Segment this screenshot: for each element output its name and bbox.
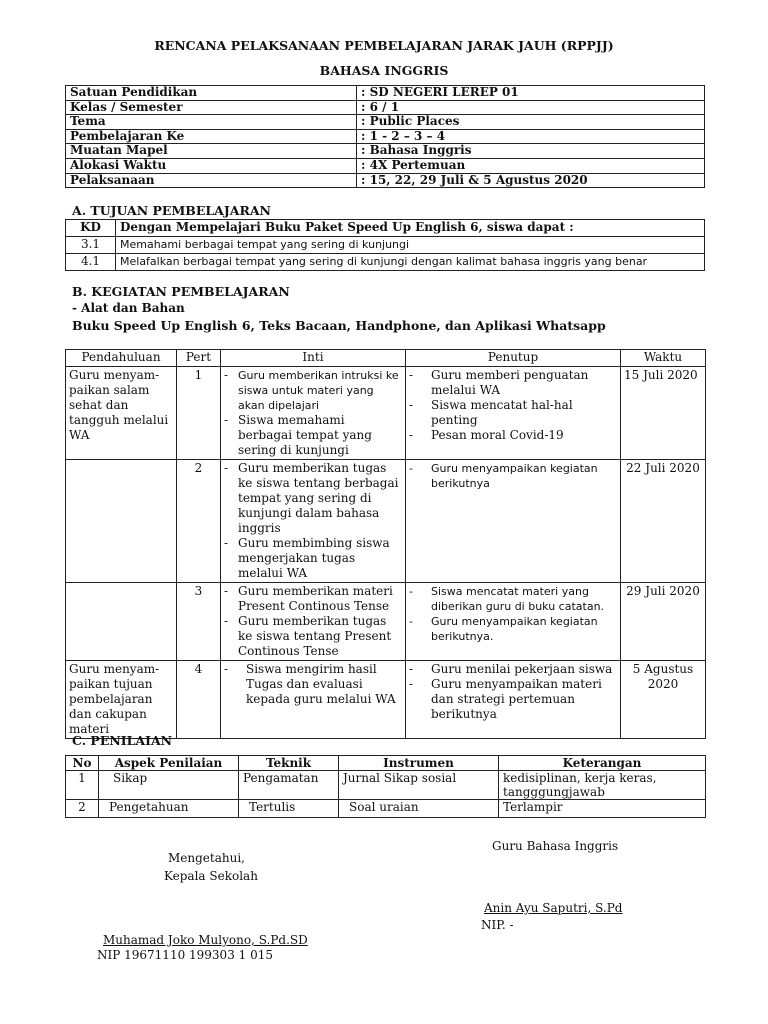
objective-text: Melafalkan berbagai tempat yang sering di kunjungi dengan kalimat bahasa inggris yang benar [116,254,705,271]
tools-label: - Alat dan Bahan [72,301,185,315]
table-row [66,237,705,254]
objective-text: Memahami berbagai tempat yang sering di kunjungi [116,237,705,254]
pert-cell: 1 [177,367,221,460]
info-table [65,85,705,188]
no-cell: 1 [66,771,99,800]
info-label: Satuan Pendidikan [66,86,357,101]
inti-cell [221,583,406,661]
info-label: Pelaksanaan [66,173,357,188]
list-item: - Guru memberi penguatan melalui WA [409,368,589,397]
teknik-column-header: Teknik [239,756,339,771]
info-row [66,144,705,159]
tools-list: Buku Speed Up English 6, Teks Bacaan, Handphone, dan Aplikasi Whatsapp [72,318,606,333]
assessment-table [65,755,706,818]
teknik-cell: Pengamatan [239,771,339,800]
waktu-cell: 29 Juli 2020 [621,583,706,661]
info-row [66,158,705,173]
section-c-heading: C. PENILAIAN [72,733,173,748]
keterangan-column-header: Keterangan [499,756,706,771]
table-header-row [66,350,706,367]
aspek-column-header: Aspek Penilaian [99,756,239,771]
penutup-column-header: Penutup [406,350,621,367]
pendahuluan-column-header: Pendahuluan [66,350,177,367]
pendahuluan-cell: Guru menyam-paikan salam sehat dan tangguh melalui WA [66,367,177,460]
info-row [66,173,705,188]
list-item: - Siswa memahami berbagai tempat yang sering di kunjungi [224,413,372,457]
keterangan-cell: kedisiplinan, kerja keras, tangggungjawab [499,771,706,800]
table-row [66,661,706,739]
waktu-cell: 22 Juli 2020 [621,460,706,583]
table-row [66,800,706,818]
pert-cell: 4 [177,661,221,739]
principal-title: Kepala Sekolah [164,869,258,883]
info-row [66,129,705,144]
info-label: Kelas / Semester [66,100,357,115]
info-label: Alokasi Waktu [66,158,357,173]
info-row [66,100,705,115]
aspek-cell: Sikap [99,771,239,800]
principal-name: Muhamad Joko Mulyono, S.Pd.SD [103,933,308,947]
table-row [66,367,706,460]
principal-nip: NIP 19671110 199303 1 015 [97,948,273,962]
aspek-cell: Pengetahuan [99,800,239,818]
acknowledged-label: Mengetahui, [168,851,245,865]
pendahuluan-cell [66,583,177,661]
teknik-cell: Tertulis [239,800,339,818]
list-item: - Guru menyampaikan materi dan strategi pertemuan berikutnya [409,677,602,721]
info-value: : Bahasa Inggris [357,144,705,159]
table-header-row [66,220,705,237]
table-row [66,254,705,271]
waktu-cell: 5 Agustus 2020 [621,661,706,739]
penutup-cell [406,661,621,739]
inti-cell [221,460,406,583]
list-item: - Guru menilai pekerjaan siswa [409,662,613,676]
objectives-table [65,219,705,271]
list-item: - Pesan moral Covid-19 [409,428,564,442]
inti-cell [221,661,406,739]
info-label: Tema [66,115,357,130]
info-label: Muatan Mapel [66,144,357,159]
teacher-name: Anin Ayu Saputri, S.Pd [484,901,623,915]
no-column-header: No [66,756,99,771]
document-title: RENCANA PELAKSANAAN PEMBELAJARAN JARAK JAUH (RPPJJ) [154,38,614,53]
inti-cell [221,367,406,460]
kd-column-header: KD [66,220,116,237]
teacher-nip: NIP. - [481,918,514,932]
list-item: - Guru memberikan tugas ke siswa tentang berbagai tempat yang sering di kunjungi dalam bahasa inggris [224,461,399,535]
instrumen-cell: Jurnal Sikap sosial [339,771,499,800]
list-item: - Siswa mengirim hasil Tugas dan evaluasi kepada guru melalui WA [224,662,396,706]
info-value: : 1 - 2 – 3 – 4 [357,129,705,144]
pert-cell: 3 [177,583,221,661]
list-item: - Guru memberikan intruksi ke siswa untuk materi yang akan dipelajari [224,368,399,412]
list-item: - Guru menyampaikan kegiatan berikutnya. [409,615,598,643]
list-item: - Siswa mencatat materi yang diberikan guru di buku catatan. [409,585,605,613]
teacher-title: Guru Bahasa Inggris [492,839,619,853]
keterangan-cell: Terlampir [499,800,706,818]
list-item: - Guru membimbing siswa mengerjakan tugas melalui WA [224,536,390,580]
info-value: : Public Places [357,115,705,130]
list-item: - Siswa mencatat hal-hal penting [409,398,573,427]
no-cell: 2 [66,800,99,818]
info-value: : 6 / 1 [357,100,705,115]
kd-code: 4.1 [66,254,116,271]
pendahuluan-cell: Guru menyam-paikan tujuan pembelajaran dan cakupan materi [66,661,177,739]
penutup-cell [406,367,621,460]
objective-column-header: Dengan Mempelajari Buku Paket Speed Up English 6, siswa dapat : [116,220,705,237]
info-value: : 15, 22, 29 Juli & 5 Agustus 2020 [357,173,705,188]
info-label: Pembelajaran Ke [66,129,357,144]
section-a-heading: A. TUJUAN PEMBELAJARAN [72,203,271,218]
pendahuluan-cell [66,460,177,583]
waktu-column-header: Waktu [621,350,706,367]
kd-code: 3.1 [66,237,116,254]
section-b-heading: B. KEGIATAN PEMBELAJARAN [72,284,290,299]
pert-column-header: Pert [177,350,221,367]
table-row [66,771,706,800]
info-value: : 4X Pertemuan [357,158,705,173]
pert-cell: 2 [177,460,221,583]
penutup-cell [406,583,621,661]
waktu-cell: 15 Juli 2020 [621,367,706,460]
info-row [66,115,705,130]
activities-table [65,349,706,739]
list-item: - Guru menyampaikan kegiatan berikutnya [409,462,598,490]
table-header-row [66,756,706,771]
info-row [66,86,705,101]
info-value: : SD NEGERI LEREP 01 [357,86,705,101]
list-item: - Guru memberikan materi Present Continous Tense [224,584,393,613]
instrumen-column-header: Instrumen [339,756,499,771]
document-subject: BAHASA INGGRIS [319,63,449,78]
table-row [66,460,706,583]
table-row [66,583,706,661]
inti-column-header: Inti [221,350,406,367]
instrumen-cell: Soal uraian [339,800,499,818]
penutup-cell [406,460,621,583]
list-item: - Guru memberikan tugas ke siswa tentang Present Continous Tense [224,614,392,658]
